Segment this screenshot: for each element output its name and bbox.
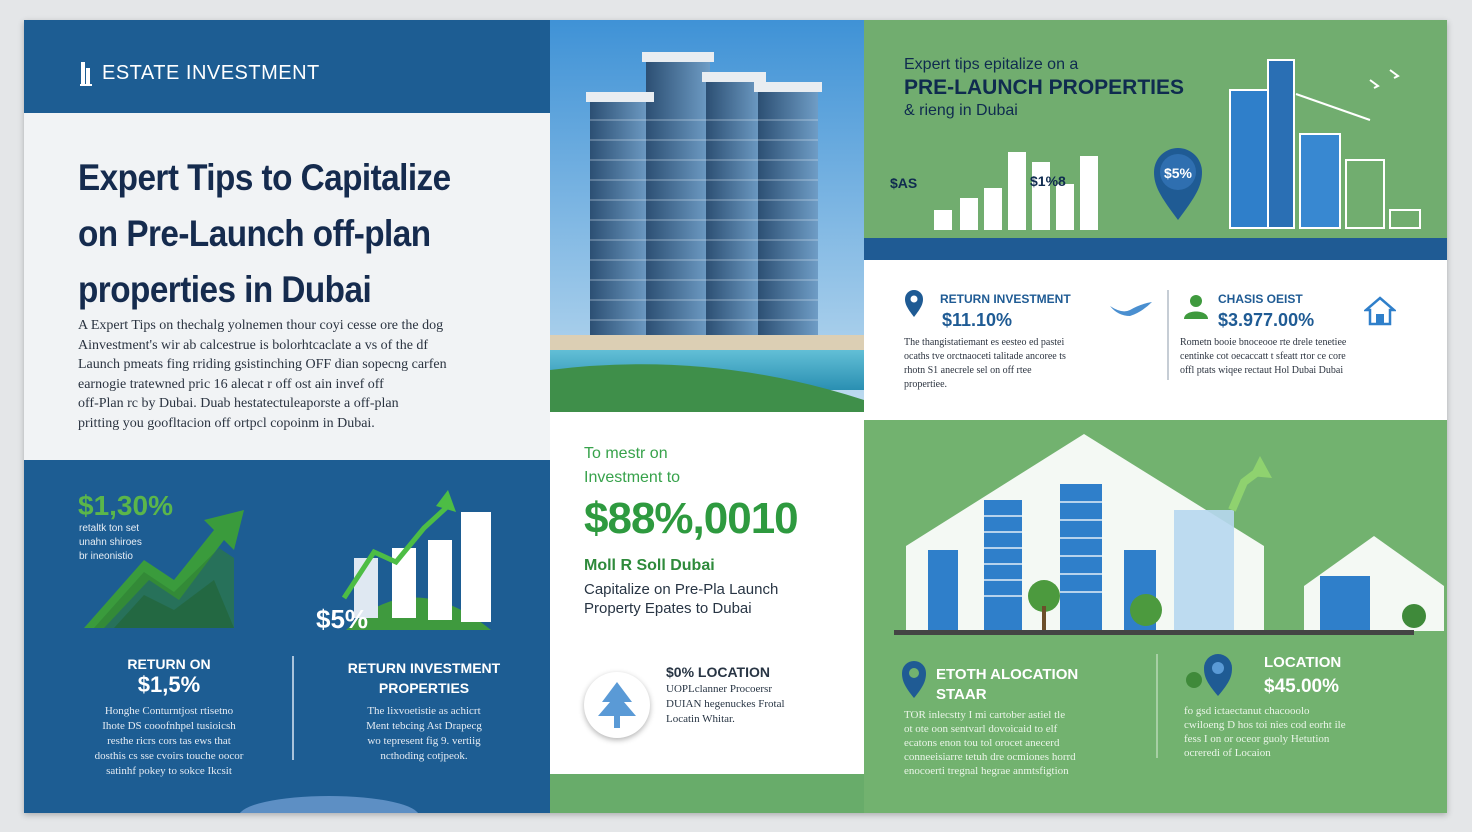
title-line-3: properties in Dubai bbox=[78, 269, 372, 310]
stat-text bbox=[1180, 336, 1430, 378]
decorative-wave bbox=[234, 792, 424, 813]
map-pin-icon bbox=[1184, 646, 1236, 698]
location-text bbox=[666, 682, 846, 727]
text-line: Ihote DS cooofnhpel tusioicsh bbox=[102, 720, 236, 732]
text-line: ecatons enon tou tol orocet anecerd bbox=[904, 737, 1060, 749]
text-line: The lixvoetistie as achicrt bbox=[367, 705, 481, 717]
svg-text:$5%: $5% bbox=[316, 604, 369, 634]
intro-line: A Expert Tips on thechalg yolnemen thour coyi cesse ore the dog bbox=[78, 318, 444, 333]
middle-subtitle: Moll R Soll Dubai bbox=[584, 557, 715, 574]
text-line: fess I on or oceor guoly Hetution bbox=[1184, 733, 1330, 745]
stat-caption-line: br ineonistio bbox=[79, 551, 133, 562]
chart-label: $AS bbox=[890, 175, 918, 191]
skyline-icon bbox=[1220, 40, 1430, 230]
text-line: Property Epates to Dubai bbox=[584, 600, 752, 617]
block-value: $45.00% bbox=[1264, 676, 1340, 697]
divider bbox=[1156, 654, 1158, 758]
growth-arrow-icon bbox=[84, 500, 254, 630]
page-title bbox=[78, 150, 483, 318]
kicker-line: To mestr on bbox=[584, 445, 668, 462]
text-line: Rometn booie bnoceooe rte drele tenetiee bbox=[1180, 337, 1347, 348]
intro-line: Launch pmeats fing rriding gsistinching OFF dian sopecng carfen bbox=[78, 357, 447, 372]
text-line: ncthoding cotjpeok. bbox=[380, 750, 468, 762]
block-title: RETURN INVESTMENT bbox=[347, 660, 501, 676]
title-line-2: on Pre-Launch off-plan bbox=[78, 213, 431, 254]
text-line: The thangistatiemant es eesteo ed pastei bbox=[904, 337, 1065, 348]
text-line: Ment tebcing Ast Drapecg bbox=[366, 720, 482, 732]
intro-line: off-Plan rc by Dubai. Duab hestatectuleaporste a off-plan bbox=[78, 396, 399, 411]
brand-name: ESTATE INVESTMENT bbox=[102, 62, 320, 84]
bar-chart-icon bbox=[316, 480, 506, 635]
tree-icon bbox=[584, 672, 650, 738]
block-text bbox=[314, 704, 534, 764]
return-on-block bbox=[64, 656, 274, 779]
block-subtitle: PROPERTIES bbox=[378, 680, 470, 696]
city-illustration bbox=[884, 426, 1444, 638]
block-subtitle: STAAR bbox=[936, 686, 987, 703]
return-investment-block bbox=[314, 660, 534, 764]
right-header-text bbox=[904, 56, 1184, 120]
text-line: satinhf pokey to sokce Ikcsit bbox=[106, 765, 232, 777]
text-line: wo tepresent fig 9. vertiig bbox=[367, 735, 481, 747]
stat-label: CHASIS OEIST bbox=[1218, 292, 1303, 306]
text-line: UOPLclanner Procoersr bbox=[666, 683, 772, 695]
middle-text bbox=[584, 580, 844, 618]
intro-line: earnogie tratewned pric 16 alecat r off ost ain invef off bbox=[78, 376, 384, 392]
bird-icon bbox=[1108, 300, 1154, 320]
text-line: ot ote oon sentvarl dovoicaid to elf bbox=[904, 723, 1058, 735]
stat-value: $11.10% bbox=[942, 310, 1013, 330]
block-value: $1,5% bbox=[137, 672, 201, 697]
block-text bbox=[1184, 704, 1414, 760]
map-pin-icon bbox=[1150, 144, 1206, 224]
blue-stripe bbox=[864, 238, 1447, 260]
intro-line: pritting you goofltacion off ortpcl copoinm in Dubai. bbox=[78, 415, 375, 431]
block-text bbox=[64, 704, 274, 779]
divider bbox=[292, 656, 294, 760]
text-line: Locatin Whitar. bbox=[666, 713, 735, 725]
growth-bars-icon bbox=[890, 140, 1130, 232]
text-line: TOR inlecstty I mi cartober astiel tle bbox=[904, 709, 1066, 721]
user-icon bbox=[1182, 292, 1210, 320]
stat-label: RETURN INVESTMENT bbox=[940, 292, 1071, 306]
right-header-line: Expert tips epitalize on a bbox=[904, 56, 1079, 73]
tower-photo bbox=[550, 20, 864, 412]
location-pin-icon bbox=[900, 660, 928, 700]
middle-kicker bbox=[584, 442, 680, 490]
intro-line: Ainvestment's wir ab calcestrue is bolorhtcaclate a vs of the df bbox=[78, 337, 429, 353]
block-title: RETURN ON bbox=[127, 656, 211, 672]
chart-label: $1%8 bbox=[1030, 173, 1066, 189]
block-title: ETOTH ALOCATION bbox=[936, 666, 1079, 683]
infographic-board bbox=[24, 20, 1447, 813]
text-line: ocaths tve orctnaoceti talitade ancoree ts bbox=[904, 351, 1066, 362]
pin-label: $5% bbox=[1163, 165, 1193, 181]
title-line-1: Expert Tips to Capitalize bbox=[78, 157, 451, 198]
kicker-line: Investment to bbox=[584, 469, 681, 486]
text-line: rhotn S1 anecrele sel on off rtee bbox=[904, 365, 1032, 376]
stat-caption-line: retaltk ton set bbox=[79, 523, 140, 534]
home-icon bbox=[1364, 296, 1396, 326]
intro-paragraph bbox=[78, 316, 518, 433]
text-line: Honghe Conturntjost rtisetno bbox=[104, 705, 234, 717]
building-icon bbox=[79, 58, 93, 88]
text-line: Capitalize on Pre-Pla Launch bbox=[584, 581, 779, 598]
stat-value: $3.977.00% bbox=[1218, 310, 1315, 330]
text-line: fo gsd ictaectanut chacooolo bbox=[1184, 705, 1310, 717]
text-line: offl ptats wiqee rectaut Hol Dubai Dubai bbox=[1180, 365, 1344, 376]
block-title: LOCATION bbox=[1264, 654, 1342, 671]
stat-caption-line: unahn shiroes bbox=[79, 537, 142, 548]
stat-text bbox=[904, 336, 1154, 392]
location-pin-icon bbox=[904, 290, 924, 318]
stat-value: $1,30% bbox=[78, 490, 173, 521]
text-line: dosthis cs sse cvoirs touche oocor bbox=[94, 750, 244, 762]
right-header-line: PRE-LAUNCH PROPERTIES bbox=[904, 76, 1185, 99]
text-line: cwiloeng D hos toi nies cod eorht ile bbox=[1184, 719, 1346, 731]
right-header-line: & rieng in Dubai bbox=[904, 102, 1018, 119]
text-line: resthe ricrs cors tas ews that bbox=[107, 735, 231, 747]
text-line: conneeisiarre tetuh dre ocmiones horrd bbox=[904, 751, 1076, 763]
text-line: ocreredi of Locaion bbox=[1184, 747, 1271, 759]
text-line: enocoerti tregnal hegrae anmtsfigtion bbox=[904, 765, 1069, 777]
text-line: DUIAN hegenuckes Frotal bbox=[666, 698, 785, 710]
middle-footer bbox=[550, 774, 864, 813]
middle-big-value: $88%,0010 bbox=[584, 494, 798, 543]
location-title: $0% LOCATION bbox=[666, 664, 770, 680]
text-line: centinke cot oecaccatt t sfeatt rtor ce core bbox=[1180, 351, 1346, 362]
text-line: propertiee. bbox=[904, 379, 948, 390]
block-text bbox=[904, 708, 1144, 778]
divider bbox=[1167, 290, 1169, 380]
